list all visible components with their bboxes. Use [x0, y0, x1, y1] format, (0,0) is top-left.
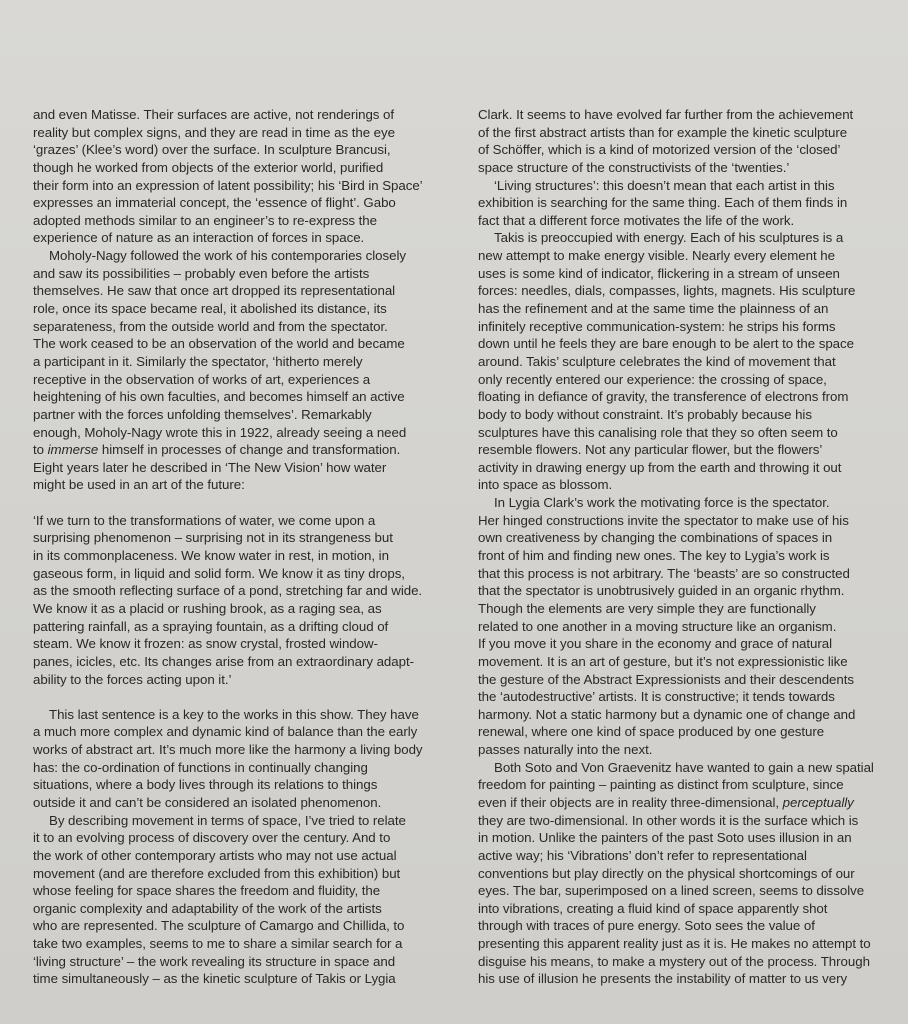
text-line: around. Takis’ sculpture celebrates the kind of movement that — [478, 353, 836, 369]
text-line: Though the elements are very simple they are functionally — [478, 600, 816, 616]
text-line: eyes. The bar, superimposed on a lined screen, seems to dissolve — [478, 883, 865, 899]
text-line: harmony. Not a static harmony but a dynamic one of change and — [478, 706, 856, 722]
text-line: Her hinged constructions invite the spectator to make use of his — [478, 512, 849, 528]
text-line: through with traces of pure energy. Soto sees the value of — [478, 918, 815, 934]
text-line: surprising phenomenon – surprising not in its strangeness but — [33, 530, 393, 546]
text-line: exhibition is searching for the same thing. Each of them finds in — [478, 195, 848, 211]
text-line: own creativeness by changing the combinations of spaces in — [478, 530, 833, 546]
text-line: experience of nature as an interaction of forces in space. — [33, 230, 365, 246]
text-line: resemble flowers. Not any particular flower, but the flowers’ — [478, 442, 823, 458]
text-line: freedom for painting – painting as distinct from sculpture, since — [478, 777, 844, 793]
text-line: a participant in it. Similarly the spectator, ‘hitherto merely — [33, 353, 363, 369]
quote-block — [33, 512, 465, 688]
text-line: the work of other contemporary artists who may not use actual — [33, 847, 397, 863]
text-line: outside it and can’t be considered an isolated phenomenon. — [33, 794, 382, 810]
text-line: though he worked from objects of the exterior world, purified — [33, 159, 384, 175]
text-line: Takis is preoccupied with energy. Each of his sculptures is a — [494, 230, 844, 246]
text-fragment: to — [33, 442, 48, 458]
text-line: expresses an immaterial concept, the ‘essence of flight’. Gabo — [33, 195, 396, 211]
text-line: organic complexity and adaptability of the work of the artists — [33, 900, 382, 916]
paragraph-soto-von-graevenitz — [478, 759, 902, 988]
paragraph-describing-movement — [33, 812, 465, 988]
text-line: works of abstract art. It’s much more like the harmony a living body — [33, 742, 423, 758]
text-line: By describing movement in terms of space, I’ve tried to relate — [49, 812, 406, 828]
text-line: and saw its possibilities – probably even before the artists — [33, 265, 370, 281]
left-column — [33, 106, 465, 988]
text-line: his use of illusion he presents the instability of matter to us very — [478, 971, 848, 987]
text-line: movement. It is an art of gesture, but it’s not expressionistic like — [478, 653, 848, 669]
text-line: of Schöffer, which is a kind of motorized version of the ‘closed’ — [478, 142, 841, 158]
text-line: front of him and finding new ones. The key to Lygia’s work is — [478, 548, 830, 564]
text-line: time simultaneously – as the kinetic sculpture of Takis or Lygia — [33, 971, 396, 987]
text-line: into space as blossom. — [478, 477, 613, 493]
text-line: ‘If we turn to the transformations of water, we come upon a — [33, 512, 376, 528]
text-line: has the refinement and at the same time the plainness of an — [478, 301, 829, 317]
text-line: pattering rainfall, as a spraying fountain, as a drifting cloud of — [33, 618, 389, 634]
text-line: ability to the forces acting upon it.’ — [33, 671, 232, 687]
text-line: fact that a different force motivates the life of the work. — [478, 212, 795, 228]
text-line: enough, Moholy-Nagy wrote this in 1922, already seeing a need — [33, 424, 407, 440]
text-line: new attempt to make energy visible. Nearly every element he — [478, 248, 835, 264]
text-line: might be used in an art of the future: — [33, 477, 245, 493]
text-line: In Lygia Clark’s work the motivating force is the spectator. — [494, 495, 830, 511]
text-line: steam. We know it frozen: as snow crystal, frosted window- — [33, 636, 378, 652]
spacer — [33, 494, 465, 512]
paragraph-living-structures — [478, 177, 902, 230]
text-line: only recently entered our experience: the crossing of space, — [478, 371, 827, 387]
text-line: We know it as a placid or rushing brook, as a raging sea, as — [33, 600, 382, 616]
text-line: reality but complex signs, and they are read in time as the eye — [33, 124, 395, 140]
text-line: themselves. He saw that once art dropped its representational — [33, 283, 396, 299]
text-line: separateness, from the outside world and from the spectator. — [33, 318, 388, 334]
text-line: body to body without constraint. It’s probably because his — [478, 406, 812, 422]
text-line: gaseous form, in liquid and solid form. We know it as tiny drops, — [33, 565, 405, 581]
text-line: active way; his ‘Vibrations’ don’t refer to representational — [478, 847, 807, 863]
text-line: it to an evolving process of discovery over the century. And to — [33, 830, 391, 846]
text-line: whose feeling for space shares the freedom and fluidity, the — [33, 883, 381, 899]
text-fragment: himself in processes of change and transformation. — [98, 442, 401, 458]
text-line: that the spectator is unobtrusively guided in an organic rhythm. — [478, 583, 845, 599]
text-fragment: even if their objects are in reality three-dimensional, — [478, 794, 783, 810]
right-column — [478, 106, 902, 988]
text-line: partner with the forces unfolding themselves’. Remarkably — [33, 406, 372, 422]
text-line: who are represented. The sculpture of Camargo and Chillida, to — [33, 918, 405, 934]
text-line: presenting this apparent reality just as it is. He makes no attempt to — [478, 936, 871, 952]
text-line: heightening of his own faculties, and becomes himself an active — [33, 389, 405, 405]
text-line: they are two-dimensional. In other words it is the surface which is — [478, 812, 859, 828]
paragraph-takis — [478, 229, 902, 494]
paragraph-lygia-clark — [478, 494, 902, 759]
text-line: disguise his means, to make a mystery out of the process. Through — [478, 953, 870, 969]
text-line: renewal, where one kind of space produced by one gesture — [478, 724, 825, 740]
text-line: Clark. It seems to have evolved far further from the achievement — [478, 107, 854, 122]
text-line: into vibrations, creating a fluid kind of space apparently shot — [478, 900, 828, 916]
text-line: in motion. Unlike the painters of the past Soto uses illusion in an — [478, 830, 852, 846]
text-line: the ‘autodestructive’ artists. It is constructive; it tends towards — [478, 689, 835, 705]
text-line: a much more complex and dynamic kind of balance than the early — [33, 724, 418, 740]
paragraph-last-sentence — [33, 706, 465, 812]
text-line: take two examples, seems to me to share a similar search for a — [33, 936, 403, 952]
text-line: panes, icicles, etc. Its changes arise from an extraordinary adapt- — [33, 653, 414, 669]
text-line: sculptures have this canalising role that they so often seem to — [478, 424, 838, 440]
text-line: adopted methods similar to an engineer’s to re-express the — [33, 212, 378, 228]
text-line: of the first abstract artists than for example the kinetic sculpture — [478, 124, 848, 140]
paragraph-clark — [478, 106, 902, 177]
emphasis-perceptually: perceptually — [782, 794, 854, 810]
emphasis-immerse: immerse — [47, 442, 99, 458]
text-line: This last sentence is a key to the works in this show. They have — [49, 706, 419, 722]
text-line: movement (and are therefore excluded from this exhibition) but — [33, 865, 401, 881]
text-line: The work ceased to be an observation of the world and became — [33, 336, 405, 352]
text-line: and even Matisse. Their surfaces are active, not renderings of — [33, 107, 395, 122]
text-line — [478, 794, 902, 812]
text-line: activity in drawing energy up from the earth and throwing it out — [478, 459, 842, 475]
text-line — [33, 441, 465, 459]
text-line: down until he feels they are bare enough to be alert to the space — [478, 336, 854, 352]
text-line: has: the co-ordination of functions in continually changing — [33, 759, 368, 775]
text-line: space structure of the constructivists of the ‘twenties.’ — [478, 159, 790, 175]
text-line: ‘grazes’ (Klee’s word) over the surface. In sculpture Brancusi, — [33, 142, 391, 158]
text-line: situations, where a body lives through its relations to things — [33, 777, 378, 793]
text-line: role, once its space became real, it abolished its distance, its — [33, 301, 387, 317]
text-line: ‘Living structures’: this doesn’t mean that each artist in this — [494, 177, 835, 193]
paragraph-moholy-nagy — [33, 247, 465, 494]
text-line: that this process is not arbitrary. The ‘beasts’ are so constructed — [478, 565, 850, 581]
text-line: floating in defiance of gravity, the transference of electrons from — [478, 389, 849, 405]
text-line: the gesture of the Abstract Expressionists and their descendents — [478, 671, 854, 687]
text-line: Both Soto and Von Graevenitz have wanted to gain a new spatial — [494, 759, 874, 775]
text-line: Eight years later he described in ‘The New Vision’ how water — [33, 459, 387, 475]
text-line: If you move it you share in the economy and grace of natural — [478, 636, 833, 652]
text-line: their form into an expression of latent possibility; his ‘Bird in Space’ — [33, 177, 423, 193]
text-line: receptive in the observation of works of art, experiences a — [33, 371, 371, 387]
text-line: passes naturally into the next. — [478, 742, 653, 758]
text-line: ‘living structure’ – the work revealing its structure in space and — [33, 953, 396, 969]
text-line: conventions but play directly on the physical shortcomings of our — [478, 865, 855, 881]
text-line: Moholy-Nagy followed the work of his contemporaries closely — [49, 248, 406, 264]
text-line: infinitely receptive communication-system: he strips his forms — [478, 318, 836, 334]
text-line: in its commonplaceness. We know water in rest, in motion, in — [33, 548, 389, 564]
text-line: forces: needles, dials, compasses, lights, magnets. His sculpture — [478, 283, 856, 299]
text-line: as the smooth reflecting surface of a pond, stretching far and wide. — [33, 583, 423, 599]
text-line: uses is some kind of indicator, flickering in a stream of unseen — [478, 265, 840, 281]
spacer — [33, 688, 465, 706]
text-line: related to one another in a moving structure like an organism. — [478, 618, 837, 634]
paragraph-matisse — [33, 106, 465, 247]
